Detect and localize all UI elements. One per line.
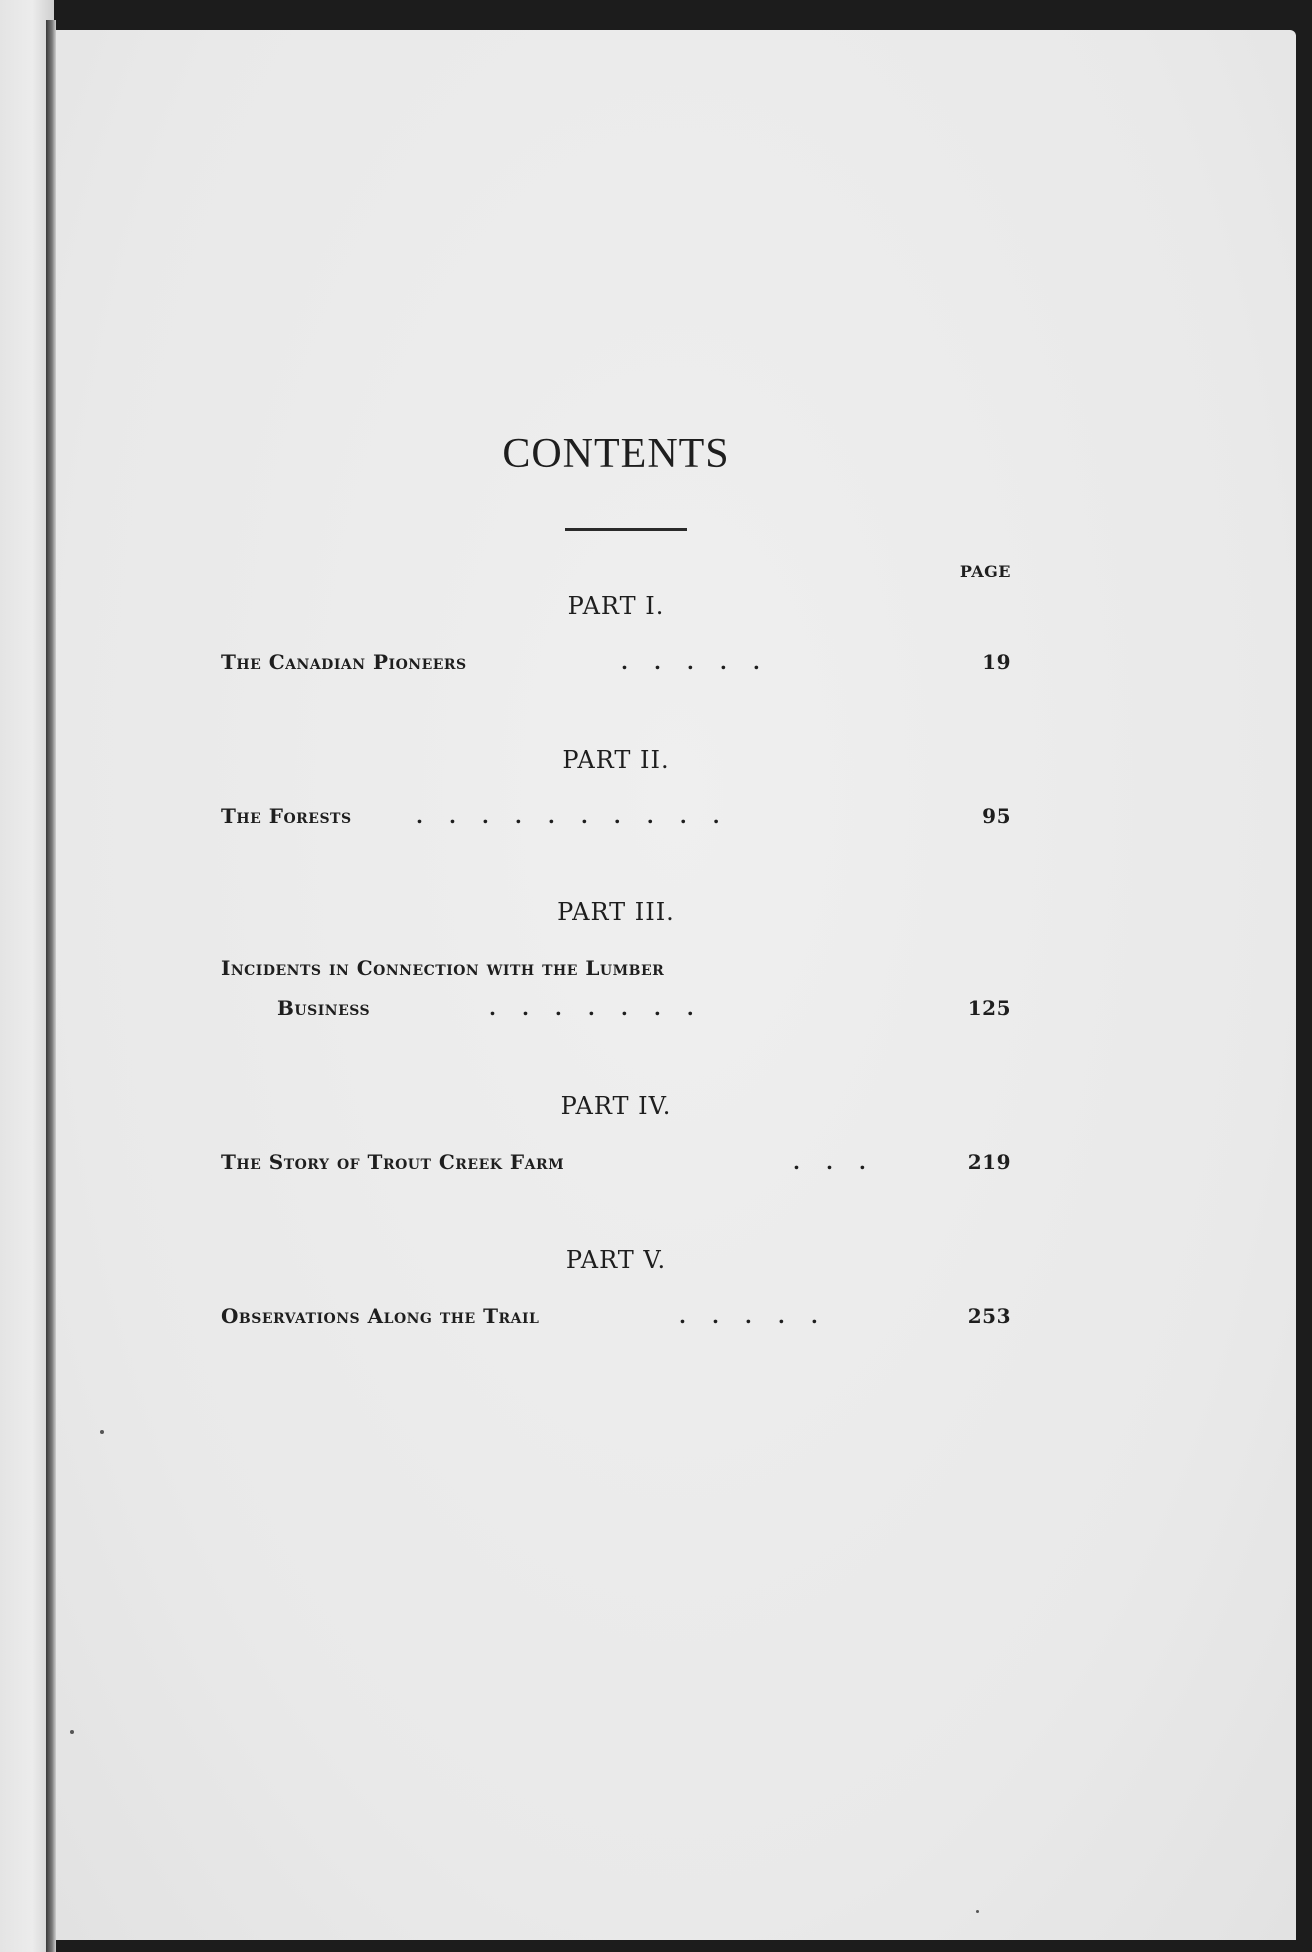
part-section: [221, 1240, 1011, 1336]
toc-entry[interactable]: [221, 1296, 1011, 1336]
part-section: [221, 740, 1011, 836]
dot-leader: ...: [793, 1150, 892, 1174]
entry-page-number: 19: [982, 650, 1011, 674]
toc-entry[interactable]: [221, 642, 1011, 682]
part-heading: PART I.: [567, 592, 665, 620]
part-section: [221, 892, 1011, 1028]
part-heading: PART III.: [557, 898, 675, 926]
entry-title: Observations Along the Trail: [221, 1304, 540, 1328]
part-section: [221, 586, 1011, 682]
paper-speck: [70, 1730, 74, 1734]
entry-title: The Forests: [221, 804, 352, 828]
toc-entry[interactable]: [221, 796, 1011, 836]
part-heading: PART IV.: [560, 1092, 672, 1120]
dot-leader: ..........: [416, 804, 746, 828]
entry-page-number: 253: [967, 1304, 1011, 1328]
entry-title: Incidents in Connection with the Lumber: [221, 956, 665, 980]
part-section: [221, 1086, 1011, 1182]
entry-title: The Canadian Pioneers: [221, 650, 467, 674]
page-column-label: PAGE: [959, 562, 1011, 581]
part-heading: PART V.: [565, 1246, 667, 1274]
part-heading: PART II.: [562, 746, 670, 774]
entry-page-number: 95: [982, 804, 1011, 828]
entry-page-number: 125: [967, 996, 1011, 1020]
paper-speck: [976, 1910, 979, 1913]
toc-entry[interactable]: [221, 1142, 1011, 1182]
entry-page-number: 219: [967, 1150, 1011, 1174]
dot-leader: .....: [621, 650, 786, 674]
page-title: CONTENTS: [502, 431, 730, 477]
paper-speck: [100, 1430, 104, 1434]
dot-leader: .....: [679, 1304, 844, 1328]
contents-page: [56, 30, 1296, 1940]
dot-leader: .......: [489, 996, 720, 1020]
toc-entry[interactable]: [221, 948, 1011, 1028]
entry-title-continuation: Business: [277, 996, 371, 1020]
book-spine-shadow: [46, 20, 56, 1952]
entry-title: The Story of Trout Creek Farm: [221, 1150, 565, 1174]
title-underline: [565, 528, 687, 531]
